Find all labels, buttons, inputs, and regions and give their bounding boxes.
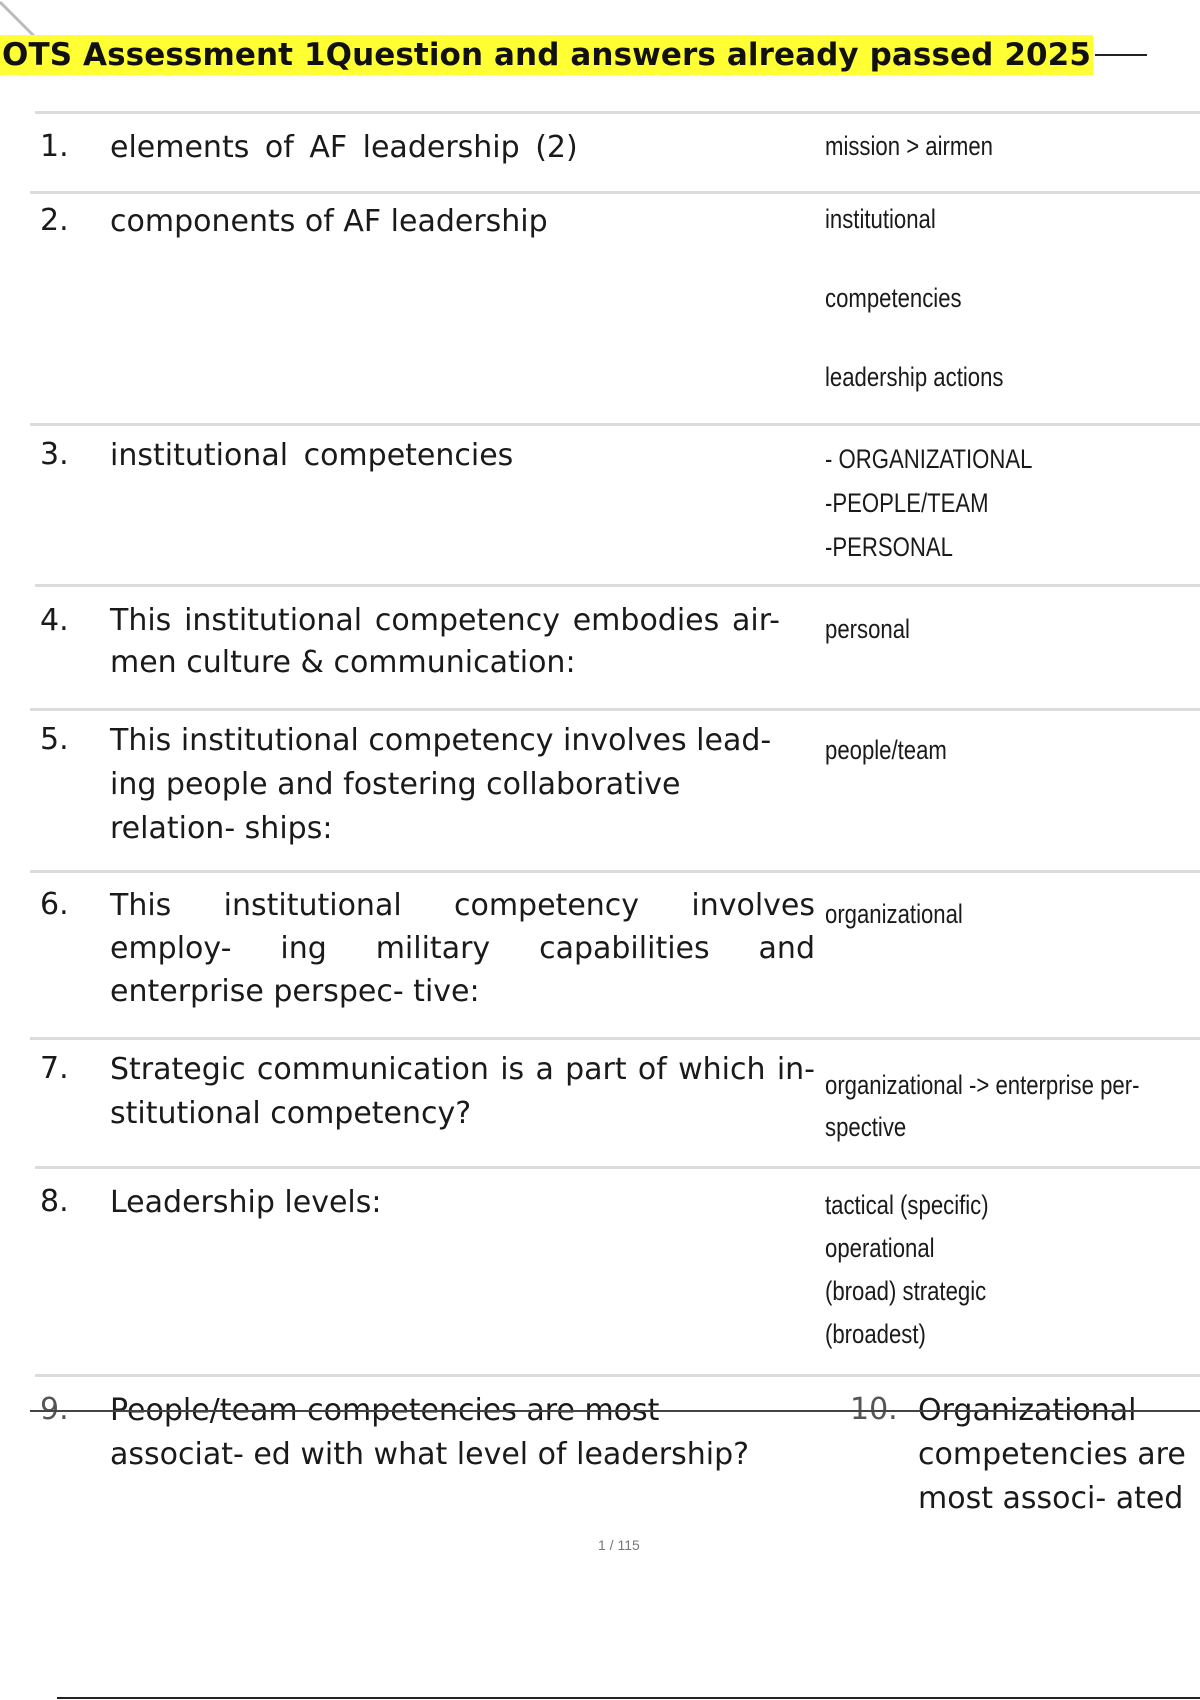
item-answer bbox=[825, 899, 1133, 930]
answer-line: institutional bbox=[825, 204, 936, 234]
item-question: Organizational competencies are most associ- ated bbox=[918, 1393, 1186, 1516]
row-divider bbox=[35, 584, 1200, 587]
item-number: 3. bbox=[40, 437, 69, 472]
row-divider bbox=[35, 1166, 1200, 1169]
row-divider bbox=[30, 191, 1200, 194]
answer-line: -PERSONAL bbox=[825, 532, 953, 562]
item-question: This institutional competency involves lead- ing people and fostering collaborative relation- ships: bbox=[110, 723, 772, 846]
item-number: 7. bbox=[40, 1051, 69, 1086]
item-number: 8. bbox=[40, 1184, 69, 1219]
answer-line: (broadest) bbox=[825, 1319, 926, 1349]
item-question: elements of AF leadership (2) bbox=[110, 130, 578, 165]
item-answer bbox=[825, 437, 1133, 569]
item-answer bbox=[825, 735, 1133, 766]
item-number: 5. bbox=[40, 722, 69, 757]
item-number: 10. bbox=[850, 1392, 898, 1427]
document-title: OTS Assessment 1Question and answers already passed 2025 bbox=[2, 37, 1091, 73]
answer-line: spective bbox=[825, 1112, 907, 1142]
item-number: 9. bbox=[40, 1392, 69, 1427]
row-divider bbox=[30, 870, 1200, 873]
item-number: 4. bbox=[40, 603, 69, 638]
row-divider bbox=[30, 708, 1200, 711]
answer-line: (broad) strategic bbox=[825, 1276, 987, 1306]
item-number: 1. bbox=[40, 129, 69, 164]
item-answer bbox=[825, 203, 1133, 393]
item-question: components of AF leadership bbox=[110, 204, 548, 239]
answer-line: tactical (specific) bbox=[825, 1190, 989, 1220]
answer-line: organizational bbox=[825, 899, 963, 929]
answer-line: -PEOPLE/TEAM bbox=[825, 488, 989, 518]
answer-line: personal bbox=[825, 614, 910, 644]
document-title-row bbox=[0, 35, 1147, 75]
item-question: Strategic communication is a part of which in- stitutional competency? bbox=[110, 1052, 815, 1131]
item-answer bbox=[825, 614, 1133, 645]
answer-line: leadership actions bbox=[825, 362, 1004, 392]
footer-rule bbox=[57, 1697, 1200, 1699]
row-divider bbox=[30, 423, 1200, 426]
item-question: This institutional competency embodies air- men culture & communication: bbox=[110, 603, 780, 680]
row-divider bbox=[35, 111, 1200, 114]
answer-line: mission > airmen bbox=[825, 131, 993, 161]
answer-line: people/team bbox=[825, 735, 947, 765]
item-answer bbox=[825, 1184, 1133, 1356]
strikethrough-line bbox=[30, 1410, 1200, 1412]
item-number: 2. bbox=[40, 203, 69, 238]
answer-line: operational bbox=[825, 1233, 935, 1263]
item-question: institutional competencies bbox=[110, 438, 514, 473]
item-question: This institutional competency involves employ- ing military capabilities and enterprise perspec- tive: bbox=[110, 888, 815, 1009]
item-answer bbox=[825, 131, 1133, 162]
row-divider bbox=[30, 1037, 1200, 1040]
item-question: Leadership levels: bbox=[110, 1185, 382, 1220]
item-question: People/team competencies are most associat- ed with what level of leadership? bbox=[110, 1393, 750, 1472]
answer-line: organizational -> enterprise per- bbox=[825, 1070, 1140, 1100]
page-number: 1 / 115 bbox=[598, 1537, 640, 1553]
item-answer bbox=[825, 1064, 1140, 1148]
title-rule bbox=[1095, 54, 1147, 56]
answer-line: - ORGANIZATIONAL bbox=[825, 444, 1033, 474]
answer-line: competencies bbox=[825, 283, 962, 313]
row-divider bbox=[35, 1374, 1200, 1377]
item-number: 6. bbox=[40, 887, 69, 922]
